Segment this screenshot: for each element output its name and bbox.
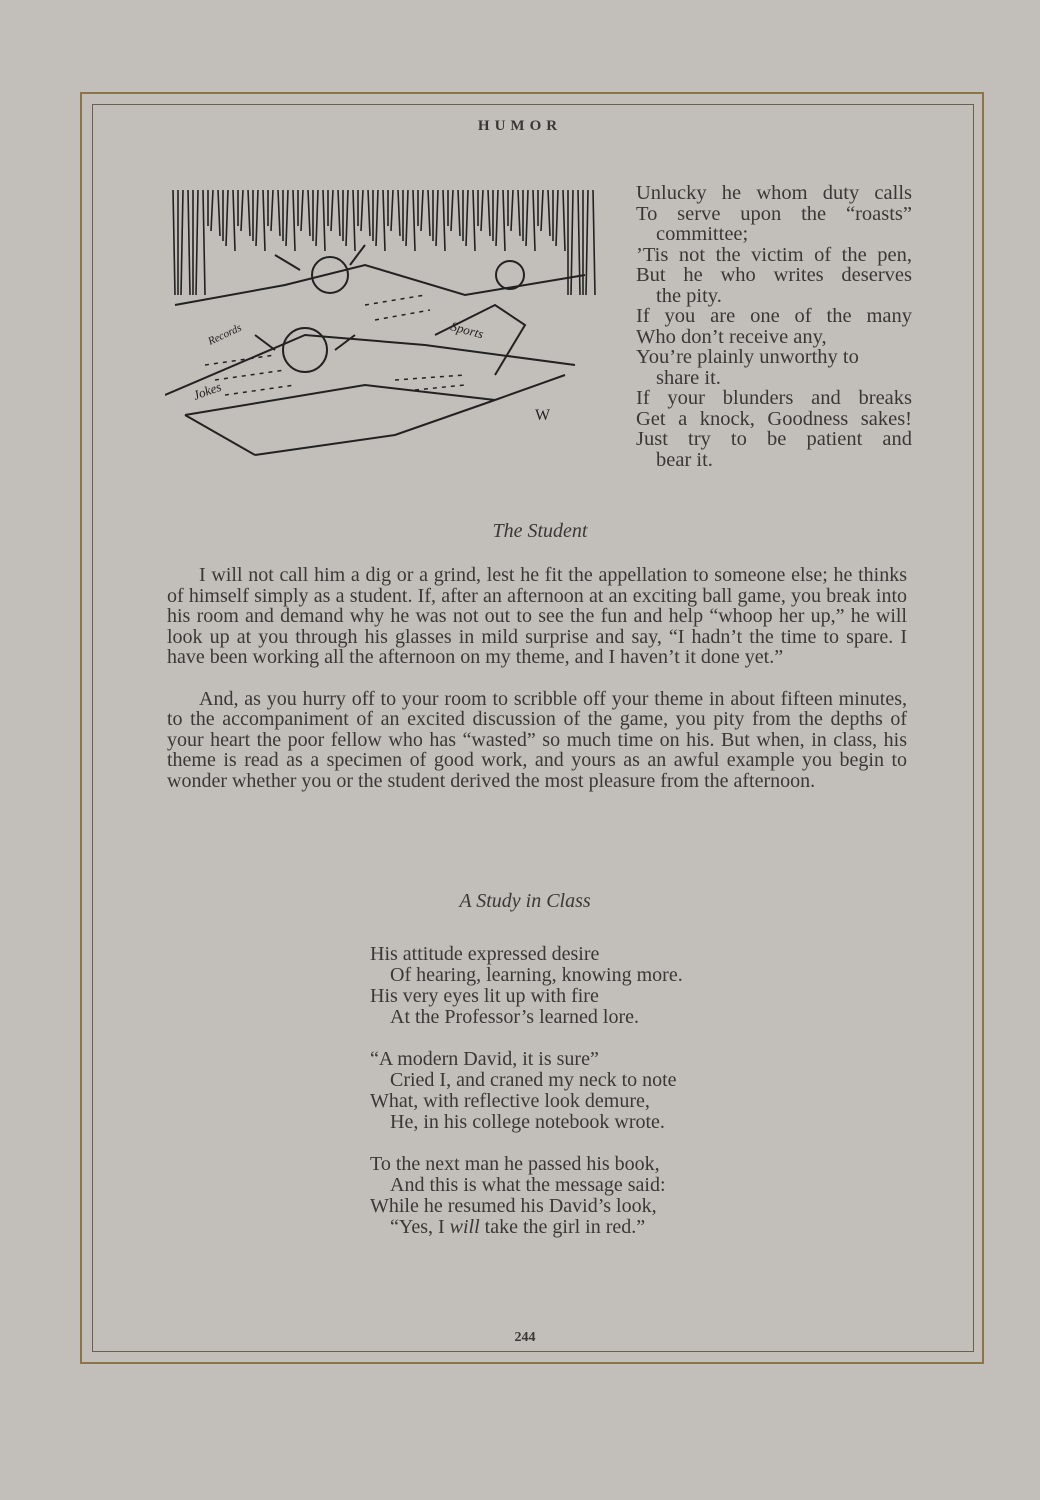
fringe-strand (218, 190, 220, 236)
fringe-strand (458, 190, 460, 236)
poem-line: You’re plainly unworthy to (636, 346, 859, 368)
poem-line: While he resumed his David’s look, (370, 1195, 657, 1217)
fringe-strand (496, 190, 498, 246)
poem-line: If your blunders and breaks (636, 387, 912, 409)
fringe-strand (571, 190, 573, 295)
fringe-strand (368, 190, 370, 236)
poem-line: What, with reflective look demure, (370, 1090, 650, 1112)
artist-signature: W (535, 407, 551, 424)
fringe-strand (586, 190, 588, 295)
fringe-strand (451, 190, 453, 231)
poem-line: “A modern David, it is sure” (370, 1048, 599, 1070)
poem-line: But he who writes deserves (636, 264, 912, 286)
fringe-strand (526, 190, 528, 246)
fringe-strand (286, 190, 288, 246)
fringe-strand (308, 190, 310, 236)
poem-line: His very eyes lit up with fire (370, 985, 599, 1007)
section-header: HUMOR (477, 118, 563, 134)
fringe-strand (188, 190, 190, 295)
poem-line: At the Professor’s learned lore. (390, 1006, 640, 1028)
last-line-after: take the girl in red.” (479, 1216, 646, 1238)
paragraph-2: And, as you hurry off to your room to scribble off your theme in about fifteen minutes, to the accompaniment of an excited discussion of the game, you pity from the depths of your heart the poor fellow who has “wasted” so much time on his. But when, in class, his theme is read as a specimen of good work, and yours as an awful example you begin to wonder whether you or the student derived the most pleasure from the afternoon. (167, 687, 907, 792)
fringe-strand (323, 190, 325, 251)
fringe-strand (331, 190, 333, 231)
curtain-fringe (173, 190, 595, 295)
fringe-strand (563, 190, 565, 251)
poem-line: And this is what the message said: (390, 1174, 666, 1196)
stanza (370, 1154, 683, 1238)
fringe-strand (503, 190, 505, 251)
fringe-strand (233, 190, 235, 251)
fringe-strand (196, 190, 198, 295)
fringe-strand (548, 190, 550, 236)
label-records: Records (206, 321, 244, 348)
fringe-strand (541, 190, 543, 231)
fringe-strand (578, 190, 580, 295)
fringe-strand (518, 190, 520, 236)
poem-line: the pity. (656, 284, 722, 307)
fringe-strand (406, 190, 408, 246)
poem-line: committee; (656, 223, 749, 245)
fringe-strand (338, 190, 340, 236)
fringe-strand (248, 190, 250, 236)
poem-line: To serve upon the “roasts” (636, 202, 912, 225)
fringe-strand (316, 190, 318, 246)
fringe-strand (413, 190, 415, 251)
fringe-strand (533, 190, 535, 251)
fringe-strand (383, 190, 385, 251)
poem-line: Get a knock, Goodness sakes! (636, 407, 912, 430)
poem-line: Unlucky he whom duty calls (636, 182, 912, 204)
fringe-strand (481, 190, 483, 231)
fringe-strand (376, 190, 378, 246)
student-essay (167, 565, 907, 791)
fringe-strand (466, 190, 468, 246)
fringe-strand (421, 190, 423, 231)
fringe-strand (293, 190, 295, 251)
fringe-strand (203, 190, 205, 295)
fringe-strand (361, 190, 363, 231)
fringe-strand (346, 190, 348, 246)
poem-line-last (370, 1217, 683, 1238)
poem-study-in-class (370, 944, 683, 1259)
fringe-strand (436, 190, 438, 246)
poem-line: To the next man he passed his book, (370, 1153, 660, 1175)
stanza (370, 944, 683, 1028)
fringe-strand (398, 190, 400, 236)
poem-line: Just try to be patient and (636, 428, 912, 450)
fringe-strand (271, 190, 273, 231)
poem-line: Cried I, and craned my neck to note (390, 1069, 677, 1091)
poem-line: ’Tis not the victim of the pen, (636, 243, 912, 266)
fringe-strand (488, 190, 490, 236)
poem-line: He, in his college notebook wrote. (390, 1111, 665, 1133)
fringe-strand (391, 190, 393, 231)
page-number: 244 (514, 1330, 536, 1345)
fringe-strand (443, 190, 445, 251)
fringe-strand (241, 190, 243, 231)
stanza (370, 1049, 683, 1133)
poem-roasts (636, 183, 912, 470)
fringe-strand (301, 190, 303, 231)
cartoon-illustration (165, 185, 605, 475)
poem-line: Of hearing, learning, knowing more. (390, 964, 683, 986)
poem-line: bear it. (656, 448, 713, 471)
fringe-strand (353, 190, 355, 251)
fringe-strand (226, 190, 228, 246)
face-top (312, 257, 348, 293)
fringe-strand (263, 190, 265, 251)
fringe-strand (428, 190, 430, 236)
label-sports: Sports (449, 318, 486, 342)
fringe-strand (473, 190, 475, 251)
last-line-emphasis: will (449, 1216, 480, 1238)
poem-line: share it. (656, 366, 721, 389)
last-line-before: “Yes, I (390, 1216, 450, 1238)
fringe-strand (211, 190, 213, 231)
title-the-student: The Student (492, 520, 588, 542)
fringe-strand (593, 190, 595, 295)
fringe-strand (511, 190, 513, 231)
fringe-strand (173, 190, 175, 295)
label-jokes: Jokes (190, 378, 224, 403)
fringe-strand (278, 190, 280, 236)
paragraph-1: I will not call him a dig or a grind, lest he fit the appellation to someone else; he thinks of himself simply as a student. If, after an afternoon at an exciting ball game, you break into his room and demand why he was not out to see the fun and help “whoop her up,” he will look up at you through his glasses in mild surprise and say, “I hadn’t the time to spare. I have been working all the afternoon on my theme, and I haven’t it done yet.” (167, 564, 907, 668)
face-right (496, 261, 524, 289)
fringe-strand (256, 190, 258, 246)
fringe-strand (181, 190, 183, 295)
poem-line: His attitude expressed desire (370, 943, 600, 965)
fringe-strand (556, 190, 558, 246)
title-study-in-class: A Study in Class (459, 890, 591, 912)
poem-line: If you are one of the many (636, 305, 912, 327)
poem-line: Who don’t receive any, (636, 325, 827, 348)
